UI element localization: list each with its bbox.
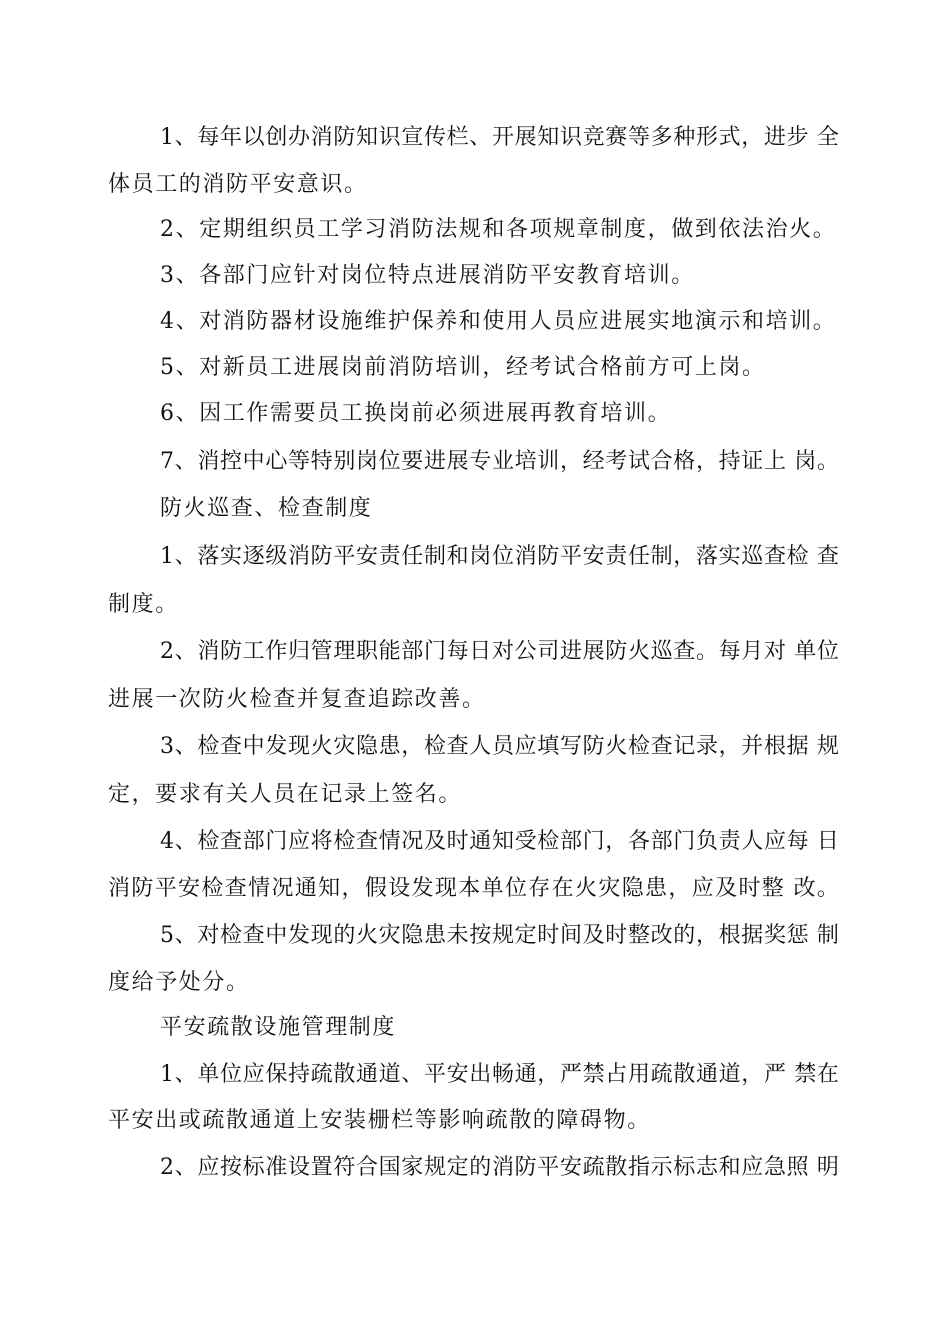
paragraph-line: 3、各部门应针对岗位特点进展消防平安教育培训。 (160, 263, 695, 288)
paragraph-line: 1、落实逐级消防平安责任制和岗位消防平安责任制，落实巡查检 查 (160, 544, 840, 569)
paragraph-line: 4、检查部门应将检查情况及时通知受检部门，各部门负责人应每 日 (160, 829, 840, 854)
paragraph-line: 6、因工作需要员工换岗前必须进展再教育培训。 (160, 401, 672, 426)
paragraph-line: 5、对检查中发现的火灾隐患未按规定时间及时整改的，根据奖惩 制 (160, 923, 840, 948)
paragraph-line: 定，要求有关人员在记录上签名。 (108, 782, 463, 807)
paragraph-line: 1、每年以创办消防知识宣传栏、开展知识竞赛等多种形式，进步 全 (160, 125, 840, 150)
section-heading: 防火巡查、检查制度 (160, 496, 373, 521)
paragraph-line: 1、单位应保持疏散通道、平安出畅通，严禁占用疏散通道，严 禁在 (160, 1062, 840, 1087)
paragraph-line: 5、对新员工进展岗前消防培训，经考试合格前方可上岗。 (160, 355, 766, 380)
paragraph-line: 体员工的消防平安意识。 (108, 172, 368, 197)
paragraph-line: 制度。 (108, 592, 179, 617)
paragraph-line: 进展一次防火检查并复查追踪改善。 (108, 687, 486, 712)
paragraph-line: 3、检查中发现火灾隐患，检查人员应填写防火检查记录，并根据 规 (160, 734, 840, 759)
paragraph-line: 消防平安检查情况通知，假设发现本单位存在火灾隐患，应及时整 改。 (108, 876, 841, 901)
paragraph-line: 2、定期组织员工学习消防法规和各项规章制度，做到依法治火。 (160, 217, 837, 242)
paragraph-line: 2、消防工作归管理职能部门每日对公司进展防火巡查。每月对 单位 (160, 639, 840, 664)
paragraph-line: 7、消控中心等特别岗位要进展专业培训，经考试合格，持证上 岗。 (160, 449, 840, 474)
paragraph-line: 4、对消防器材设施维护保养和使用人员应进展实地演示和培训。 (160, 309, 837, 334)
section-heading: 平安疏散设施管理制度 (160, 1015, 397, 1040)
paragraph-line: 2、应按标准设置符合国家规定的消防平安疏散指示标志和应急照 明 (160, 1155, 840, 1180)
paragraph-line: 平安出或疏散通道上安装栅栏等影响疏散的障碍物。 (108, 1108, 651, 1133)
paragraph-line: 度给予处分。 (108, 970, 250, 995)
